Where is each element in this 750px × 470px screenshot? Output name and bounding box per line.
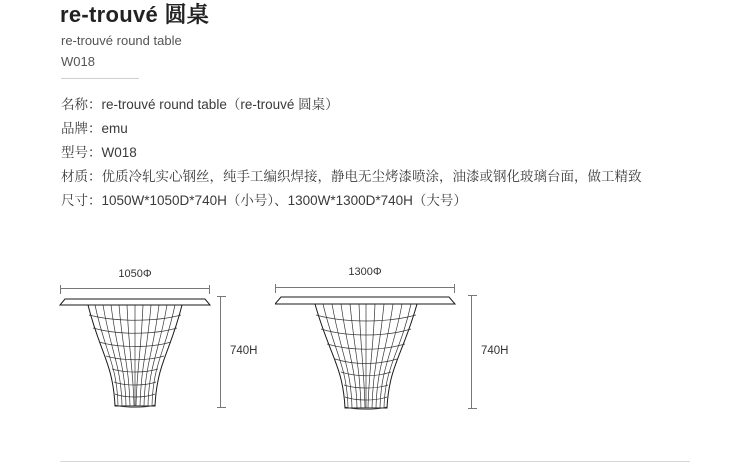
small-table-illustration	[55, 258, 265, 418]
small-width-dimension-line	[60, 288, 210, 289]
large-table-diagram	[275, 258, 509, 418]
small-height-dimension-line	[220, 296, 221, 408]
model-code: W018	[61, 54, 95, 69]
small-width-label: 1050Φ	[118, 268, 152, 280]
page-title: re-trouvé 圆桌	[60, 2, 210, 27]
dimension-diagrams	[0, 258, 750, 428]
spec-dimensions: 尺寸：1050W*1050D*740H（小号）、1300W*1300D*740H（大号）	[61, 193, 467, 208]
small-height-label: 740H	[230, 345, 258, 357]
spec-material: 材质：优质冷轧实心钢丝，纯手工编织焊接，静电无尘烤漆喷涂，油漆或钢化玻璃台面，做工精致	[61, 169, 642, 184]
large-width-label: 1300Φ	[348, 266, 382, 278]
large-height-dimension-line	[471, 295, 472, 409]
page-subtitle: re-trouvé round table	[61, 33, 182, 48]
specification-list	[61, 93, 721, 213]
large-width-dimension-line	[275, 287, 455, 288]
small-table-diagram	[55, 258, 265, 418]
spec-model: 型号：W018	[61, 145, 137, 160]
bottom-divider	[60, 461, 690, 462]
large-height-label: 740H	[481, 345, 509, 357]
spec-brand: 品牌：emu	[61, 121, 128, 136]
title-divider	[61, 78, 139, 79]
spec-name: 名称：re-trouvé round table（re-trouvé 圆桌）	[61, 97, 339, 112]
